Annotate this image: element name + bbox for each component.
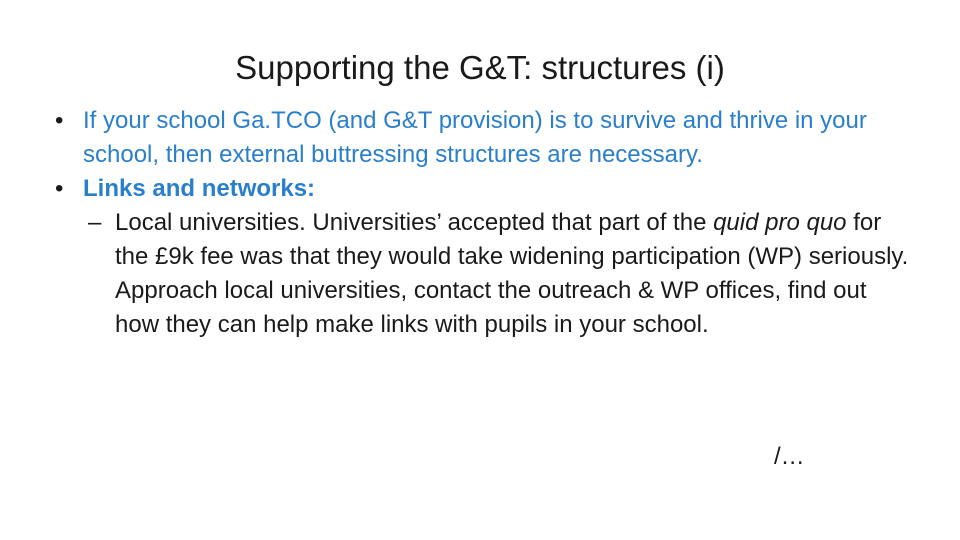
sub-bullet-text-after: for the £9k fee was that they would take widening participation (WP) seriously. Approach local universities, contact the outreach & WP offices, find out how they can help make links with pupils in your school.: [115, 209, 909, 338]
bullet-marker: •: [55, 175, 64, 202]
sub-bullet-marker: –: [88, 209, 102, 236]
bullet-item: [52, 172, 883, 206]
continuation-mark: /…: [774, 443, 805, 470]
slide-content: [52, 104, 932, 342]
bullet-text: If your school Ga.TCO (and G&T provision) is to survive and thrive in your school, then external buttressing structures are necessary.: [83, 107, 867, 168]
bullet-marker: •: [55, 107, 64, 134]
sub-bullet-item: [52, 206, 915, 342]
slide-title: Supporting the G&T: structures (i): [235, 49, 725, 86]
sub-bullet-text: [115, 209, 908, 338]
bullet-heading: Links and networks:: [83, 175, 316, 202]
bullet-item: [52, 104, 883, 172]
sub-bullet-italic-text: quid pro quo: [713, 209, 847, 236]
sub-bullet-text-before: Local universities. Universities’ accepted that part of the: [115, 209, 714, 236]
